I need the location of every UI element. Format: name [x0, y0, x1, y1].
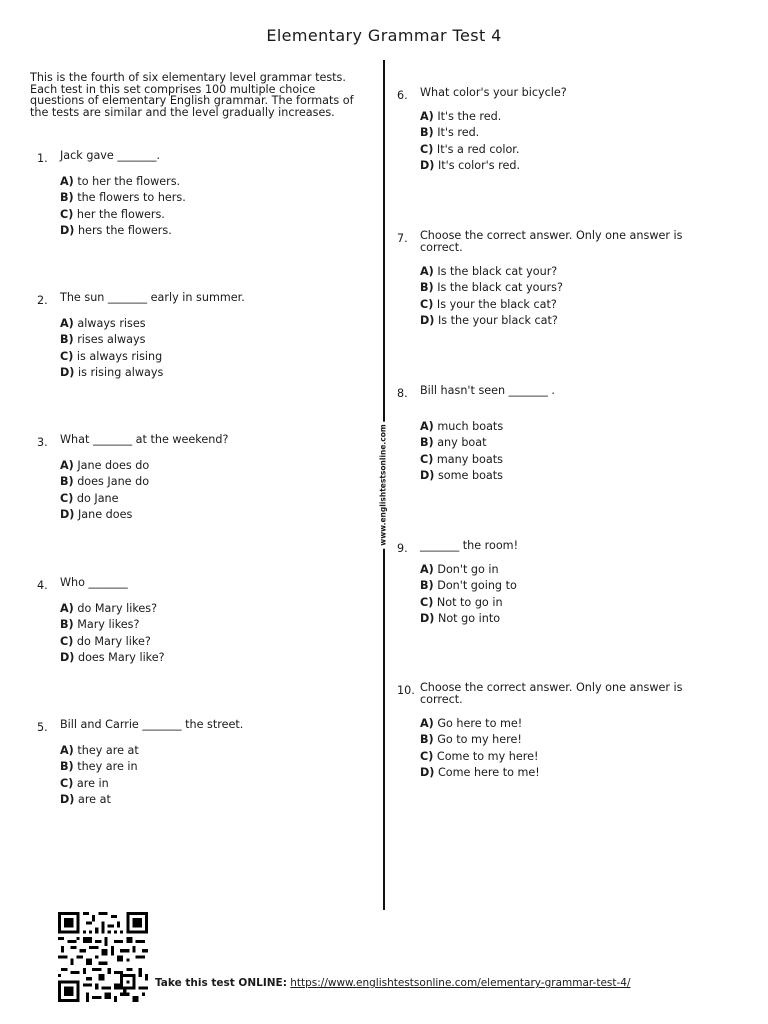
question-number: 1.: [37, 152, 48, 165]
option-d[interactable]: D) are at: [60, 792, 111, 806]
option-b[interactable]: B) Go to my here!: [420, 733, 522, 747]
option-c[interactable]: C) her the flowers.: [60, 207, 165, 221]
option-b[interactable]: B) Don't going to: [420, 579, 517, 593]
question-number: 8.: [397, 387, 408, 400]
intro-paragraph: This is the fourth of six elementary level grammar tests. Each test in this set comprises 100 multiple choice questions of elementary English grammar. The formats of the tests are similar and the level gradually increases.: [30, 71, 354, 119]
option-a[interactable]: A) to her the flowers.: [60, 175, 181, 188]
option-d[interactable]: D) hers the flowers.: [60, 223, 172, 237]
answer-options: [60, 743, 139, 808]
option-a[interactable]: A) always rises: [60, 317, 146, 330]
site-watermark-text: www.englishtestsonline.com: [379, 421, 388, 548]
option-c[interactable]: C) do Jane: [60, 491, 119, 505]
option-d[interactable]: D) Is the your black cat?: [420, 313, 558, 327]
option-a[interactable]: A) Jane does do: [60, 459, 150, 472]
test-online-link[interactable]: https://www.englishtestsonline.com/elementary-grammar-test-4/: [290, 977, 631, 989]
question-number: 6.: [397, 89, 408, 102]
question-prompt: _______ the room!: [420, 539, 519, 552]
option-c[interactable]: C) Come to my here!: [420, 749, 539, 763]
footer-label: Take this test ONLINE:: [155, 977, 287, 989]
option-b[interactable]: B) Is the black cat yours?: [420, 281, 563, 295]
question-prompt: What _______ at the weekend?: [60, 433, 229, 446]
footer: [155, 977, 631, 989]
option-d[interactable]: D) It's color's red.: [420, 158, 521, 172]
option-b[interactable]: B) Mary likes?: [60, 618, 140, 632]
question-number: 4.: [37, 579, 48, 592]
option-c[interactable]: C) Not to go in: [420, 595, 503, 609]
option-b[interactable]: B) It's red.: [420, 126, 480, 140]
answer-options: [60, 458, 149, 523]
question-number: 7.: [397, 232, 408, 245]
option-a[interactable]: A) do Mary likes?: [60, 602, 158, 615]
question-prompt: Bill and Carrie _______ the street.: [60, 718, 244, 731]
answer-options: [420, 562, 517, 627]
option-a[interactable]: A) It's the red.: [420, 110, 502, 123]
option-d[interactable]: D) Not go into: [420, 611, 501, 625]
question-number: 10.: [397, 684, 415, 697]
answer-options: [60, 316, 163, 381]
option-c[interactable]: C) many boats: [420, 452, 503, 466]
option-b[interactable]: B) the flowers to hers.: [60, 191, 186, 205]
option-c[interactable]: C) is always rising: [60, 349, 163, 363]
option-a[interactable]: A) they are at: [60, 744, 139, 757]
option-d[interactable]: D) Jane does: [60, 507, 133, 521]
option-d[interactable]: D) is rising always: [60, 365, 164, 379]
option-a[interactable]: A) Go here to me!: [420, 717, 523, 730]
option-a[interactable]: A) Is the black cat your?: [420, 265, 558, 278]
answer-options: [420, 109, 520, 174]
answer-options: [60, 174, 186, 239]
question-prompt: Who _______: [60, 576, 128, 589]
option-a[interactable]: A) much boats: [420, 420, 504, 433]
option-c[interactable]: C) do Mary like?: [60, 634, 151, 648]
answer-options: [420, 264, 563, 329]
qr-code-icon[interactable]: [58, 912, 148, 1002]
option-b[interactable]: B) any boat: [420, 436, 487, 450]
question-number: 5.: [37, 721, 48, 734]
option-b[interactable]: B) does Jane do: [60, 475, 150, 489]
option-c[interactable]: C) are in: [60, 776, 109, 790]
page-title: Elementary Grammar Test 4: [266, 26, 502, 45]
answer-options: [420, 419, 503, 484]
question-number: 9.: [397, 542, 408, 555]
question-prompt: What color's your bicycle?: [420, 86, 567, 99]
question-prompt: Choose the correct answer. Only one answer is correct.: [420, 681, 683, 706]
option-b[interactable]: B) rises always: [60, 333, 146, 347]
question-number: 2.: [37, 294, 48, 307]
question-prompt: Jack gave _______.: [60, 149, 161, 162]
question-prompt: The sun _______ early in summer.: [60, 291, 245, 304]
answer-options: [60, 601, 165, 666]
question-number: 3.: [37, 436, 48, 449]
answer-options: [420, 716, 540, 781]
option-c[interactable]: C) Is your the black cat?: [420, 297, 557, 311]
option-b[interactable]: B) they are in: [60, 760, 138, 774]
question-prompt: Choose the correct answer. Only one answer is correct.: [420, 229, 683, 254]
option-d[interactable]: D) Come here to me!: [420, 765, 540, 779]
option-c[interactable]: C) It's a red color.: [420, 142, 520, 156]
option-a[interactable]: A) Don't go in: [420, 563, 499, 576]
question-prompt: Bill hasn't seen _______ .: [420, 384, 555, 397]
option-d[interactable]: D) does Mary like?: [60, 650, 165, 664]
option-d[interactable]: D) some boats: [420, 468, 503, 482]
